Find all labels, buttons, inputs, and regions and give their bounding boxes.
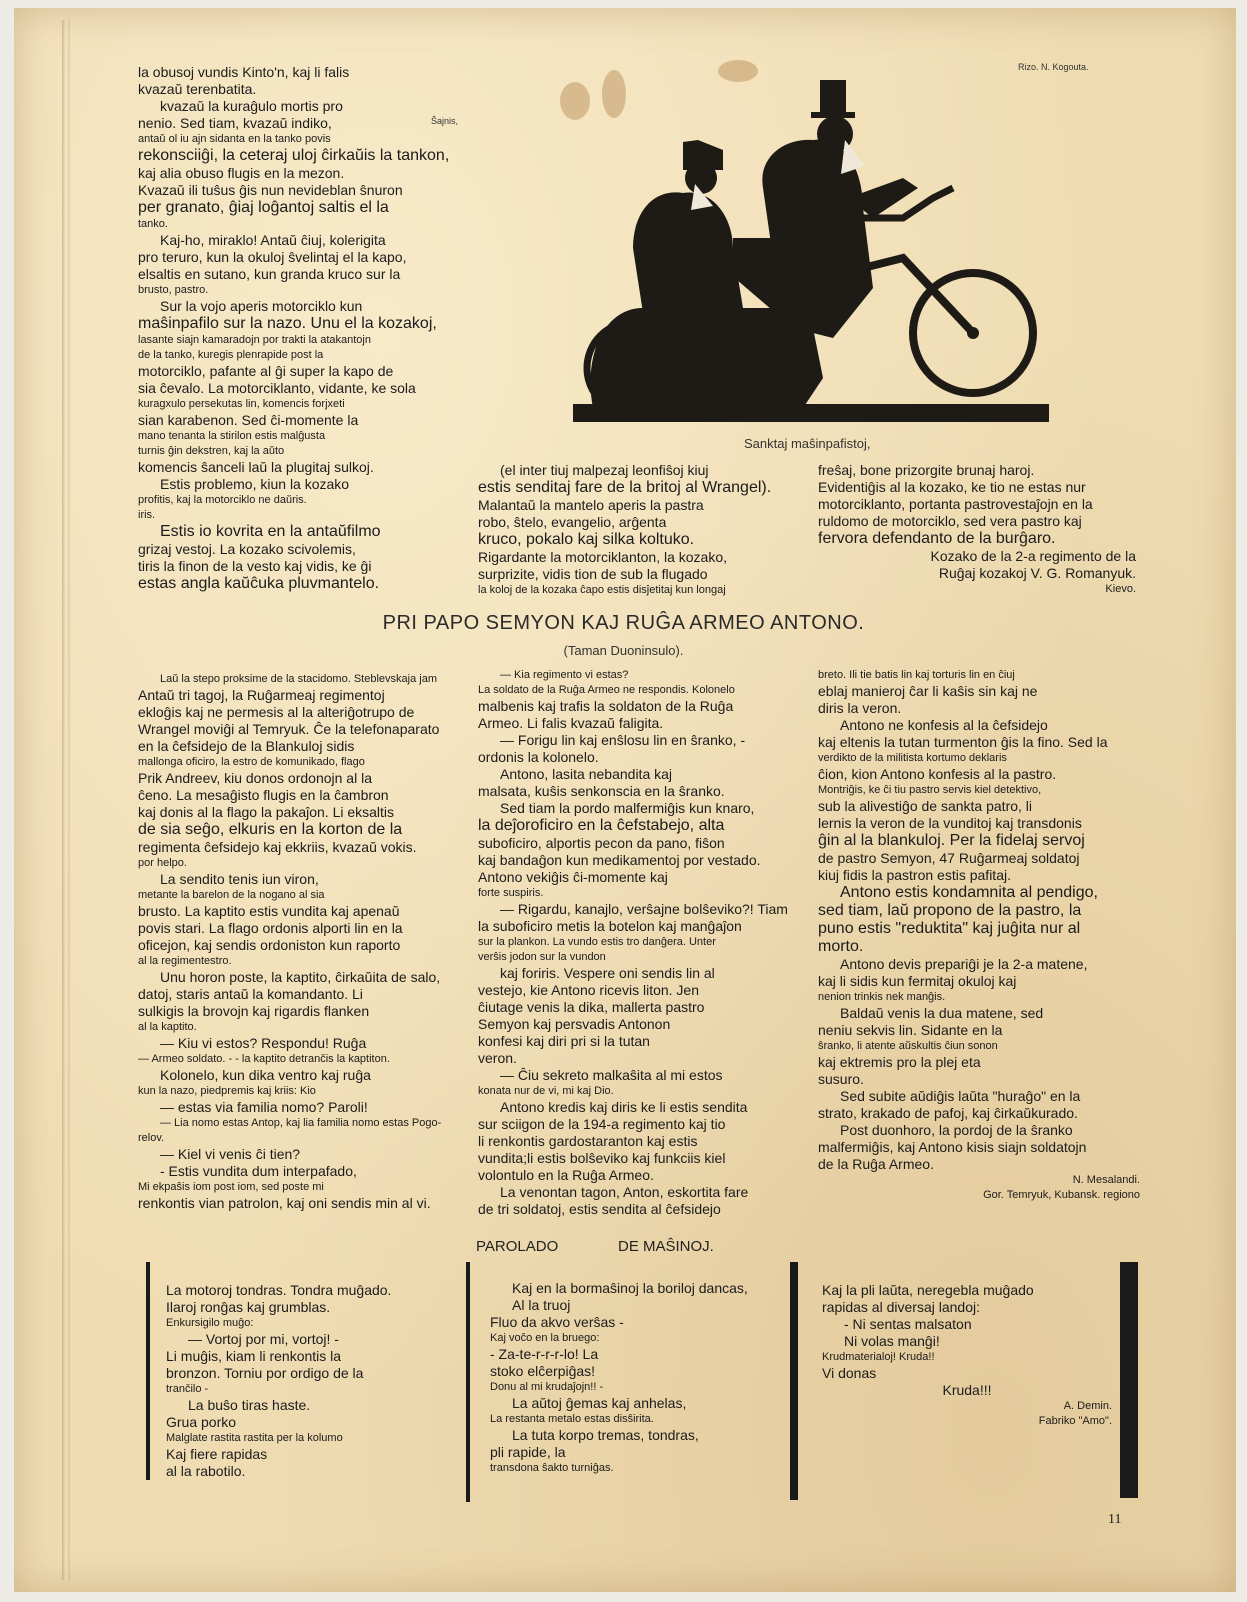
text-line: ĉeno. La mesaĝisto flugis en la ĉambron: [138, 787, 389, 803]
text-line: Kvazaŭ ili tuŝus ĝis nun nevideblan ŝnuron: [138, 182, 403, 198]
text-line: La sendito tenis iun viron,: [160, 871, 319, 887]
text-line: motorciklanto, portanta pastrovestaĵojn en la: [818, 496, 1093, 512]
text-line: ekloĝis kaj ne permesis al la alteriĝotrupo de: [138, 704, 415, 720]
text-line: metante la barelon de la nogano al sia: [138, 889, 325, 901]
text-line: sulkigis la brovojn kaj rigardis flanken: [138, 1003, 370, 1019]
text-line: Mi ekpaŝis iom post iom, sed poste mi: [138, 1181, 324, 1193]
text-line: Antono, lasita nebandita kaj: [500, 766, 673, 782]
illustration-credit: Rizo. N. Kogouta.: [1018, 62, 1089, 72]
text-line: maŝinpafilo sur la nazo. Unu el la kozakoj,: [138, 315, 437, 332]
text-line: ordonis la kolonelo.: [478, 749, 599, 765]
text-line: verŝis jodon sur la vundon: [478, 951, 606, 963]
poem-stanza-3: [822, 1282, 1112, 1429]
text-line: Antono estis kondamnita al pendigo,: [840, 884, 1098, 901]
text-line: profitis, kaj la motorciklo ne daŭris.: [138, 494, 307, 506]
text-line: — Forigu lin kaj enŝlosu lin en ŝranko, -: [500, 732, 746, 748]
text-line: estis senditaj fare de la britoj al Wrangel).: [478, 479, 772, 496]
text-line: eblaj manieroj ĉar li kaŝis sin kaj ne: [818, 683, 1038, 699]
column-2-middle: [478, 668, 804, 1218]
motorcycle-priests-illustration: [573, 78, 1051, 434]
text-line: Kaj-ho, miraklo! Antaŭ ĉiuj, kolerigita: [160, 232, 386, 248]
text-line: Sed tiam la pordo malfermiĝis kun knaro,: [500, 800, 755, 816]
poem-frame-left: [146, 1262, 150, 1480]
text-line: datoj, staris antaŭ la komandanto. Li: [138, 986, 363, 1002]
text-line: Krudmaterialoj! Kruda!!: [822, 1351, 935, 1363]
text-line: La aŭtoj ĝemas kaj anhelas,: [512, 1395, 687, 1411]
text-line: kaj bandaĝon kun medikamentoj por vestado.: [478, 852, 761, 868]
text-line: antaŭ ol iu ajn sidanta en la tanko povis: [138, 133, 331, 145]
text-line: sub la alivestiĝo de sankta patro, li: [818, 798, 1033, 814]
text-line: kiuj fidis la pastron estis pafitaj.: [818, 867, 1011, 883]
text-line: grizaj vestoj. La kozako scivolemis,: [138, 541, 356, 557]
text-line: rapidas al diversaj landoj:: [822, 1299, 980, 1315]
text-line: ŝranko, li atente aŭskultis ĉiun sonon: [818, 1040, 998, 1052]
text-line: Fabriko "Amo".: [1038, 1415, 1112, 1427]
text-line: malbenis kaj trafis la soldaton de la Ruĝa: [478, 698, 734, 714]
text-line: diris la veron.: [818, 700, 902, 716]
text-line: La restanta metalo estas disŝirita.: [490, 1413, 654, 1425]
text-line: al la kaptito.: [138, 1021, 197, 1033]
text-line: Wrangel moviĝi al Temryuk. Ĉe la telefonaparato: [138, 721, 440, 737]
text-line: sian karabenon. Sed ĉi-momente la: [138, 412, 359, 428]
text-line: kvazaŭ la kuraĝulo mortis pro: [160, 98, 343, 114]
column-3-middle: [818, 668, 1140, 1203]
text-line: Estis io kovrita en la antaŭfilmo: [160, 523, 381, 540]
text-line: neniu sekvis lin. Sidante en la: [818, 1022, 1003, 1038]
text-line: de sia seĝo, elkuris en la korton de la: [138, 821, 403, 838]
text-line: Ni volas manĝi!: [844, 1333, 940, 1349]
text-line: rekonsciiĝi, la ceteraj uloj ĉirkaŭis la tankon,: [138, 147, 450, 164]
text-line: kaj eltenis la tutan turmenton ĝis la fino. Sed la: [818, 734, 1108, 750]
article-title: PRI PAPO SEMYON KAJ RUĜA ARMEO ANTONO.: [382, 612, 865, 634]
text-line: Malglate rastita rastita per la kolumo: [166, 1432, 343, 1444]
text-line: elsaltis en sutano, kun granda kruco sur la: [138, 266, 401, 282]
text-line: — Armeo soldato. - - la kaptito detrančis la kaptiton.: [138, 1053, 390, 1065]
text-line: lasante siajn kamaradojn por trakti la atakantojn: [138, 334, 371, 346]
text-line: lernis la veron de la vunditoj kaj transdonis: [818, 815, 1082, 831]
text-line: Antono kredis kaj diris ke li estis sendita: [500, 1099, 748, 1115]
text-line: La venontan tagon, Anton, eskortita fare: [500, 1184, 749, 1200]
text-line: nenio. Sed tiam, kvazaŭ indiko,: [138, 115, 332, 131]
text-line: — Kia regimento vi estas?: [500, 669, 629, 681]
text-line: La soldato de la Ruĝa Armeo ne respondis. Kolonelo: [478, 684, 735, 696]
text-line: Evidentiĝis al la kozako, ke tio ne estas nur: [818, 479, 1086, 495]
text-line: Sed subite aŭdiĝis laŭta "huraĝo" en la: [840, 1088, 1081, 1104]
text-line: La buŝo tiras haste.: [188, 1397, 311, 1413]
text-line: la deĵoroficiro en la ĉefstabejo, alta: [478, 817, 725, 834]
text-line: — Kiel vi venis ĉi tien?: [160, 1146, 301, 1162]
text-line: Malantaŭ la mantelo aperis la pastra: [478, 497, 704, 513]
text-line: kaj li sidis kun fermitaj okuloj kaj: [818, 973, 1017, 989]
text-line: Estis problemo, kiun la kozako: [160, 476, 350, 492]
text-line: surprizite, vidis tion de sub la flugado: [478, 566, 708, 582]
text-line: brusto. La kaptito estis vundita kaj apenaŭ: [138, 903, 400, 919]
text-line: freŝaj, bone prizorgite brunaj haroj.: [818, 462, 1035, 478]
text-line: Antono ne konfesis al la ĉefsidejo: [840, 717, 1048, 733]
text-line: Kaj la pli laŭta, neregebla muĝado: [822, 1282, 1034, 1298]
text-line: kaj foriris. Vespere oni sendis lin al: [500, 965, 715, 981]
text-line: volontulo en la Ruĝa Armeo.: [478, 1167, 654, 1183]
poem-heading-left: PAROLADO: [476, 1238, 559, 1255]
text-line: Prik Andreev, kiu donos ordonojn al la: [138, 770, 372, 786]
text-line: robo, ŝtelo, evangelio, arĝenta: [478, 514, 667, 530]
text-line: Kruda!!!: [942, 1382, 992, 1398]
text-line: la obusoj vundis Kinto'n, kaj li falis: [138, 64, 350, 80]
text-line: Unu horon poste, la kaptito, ĉirkaŭita de salo,: [160, 969, 441, 985]
text-line: al la regimentestro.: [138, 955, 232, 967]
text-line: renkontis vian patrolon, kaj oni sendis min al vi.: [138, 1195, 431, 1211]
text-line: ĉiutage venis la dika, mallerta pastro: [478, 999, 705, 1015]
poem-frame-mid-left: [466, 1262, 470, 1502]
column-1-middle: [138, 672, 464, 1212]
text-line: kuragxulo persekutas lin, komencis forjxeti: [138, 398, 345, 410]
text-line: kaj donis al la flago la pakaĵon. Li eksaltis: [138, 804, 395, 820]
text-line: La motoroj tondras. Tondra muĝado.: [166, 1282, 392, 1298]
text-line: Vi donas: [822, 1365, 877, 1381]
text-line: sur sciigon de la 194-a regimento kaj tio: [478, 1116, 726, 1132]
text-line: (el inter tiuj malpezaj leonfiŝoj kiuj: [500, 462, 709, 478]
text-line: — Vortoj por mi, vortoj! -: [188, 1331, 339, 1347]
column-3-top: [818, 462, 1136, 597]
text-line: Grua porko: [166, 1414, 237, 1430]
text-line: - Za-te-r-r-r-lo! La: [490, 1346, 599, 1362]
text-line: veron.: [478, 1050, 517, 1066]
text-line: transdona ŝakto turniĝas.: [490, 1462, 614, 1474]
text-line: verdikto de la militista kortumo deklaris: [818, 752, 1007, 764]
text-line: Sur la vojo aperis motorciklo kun: [160, 298, 363, 314]
text-line: mallonga oficiro, la estro de komunikado, flago: [138, 756, 365, 768]
text-line: Li muĝis, kiam li renkontis la: [166, 1348, 342, 1364]
text-line: kaj alia obuso flugis en la mezon.: [138, 165, 345, 181]
text-line: Post duonhoro, la pordoj de la ŝranko: [840, 1122, 1073, 1138]
text-line: strato, krakado de pafoj, kaj ĉirkaŭkurado.: [818, 1105, 1078, 1121]
text-line: Antono vekiĝis ĉi-momente kaj: [478, 869, 668, 885]
text-line: Kaj en la bormaŝinoj la boriloj dancas,: [512, 1280, 748, 1296]
text-line: Ilaroj ronĝas kaj grumblas.: [166, 1299, 331, 1315]
text-line: de pastro Semyon, 47 Ruĝarmeaj soldatoj: [818, 850, 1080, 866]
text-line: fervora defendanto de la burĝaro.: [818, 530, 1056, 547]
column-2-top: [478, 462, 796, 598]
poem-stanza-1: [166, 1282, 446, 1480]
text-line: stoko elĉerpiĝas!: [490, 1363, 596, 1379]
text-line: Gor. Temryuk, Kubansk. regiono: [983, 1189, 1140, 1201]
text-line: ĝin al la blankuloj. Per la fidelaj servoj: [818, 832, 1085, 849]
text-line: de tri soldatoj, estis sendita al ĉefsidejo: [478, 1201, 721, 1217]
text-line: kaj ektremis pro la plej eta: [818, 1054, 981, 1070]
poem-heading-right: DE MAŜINOJ.: [618, 1238, 714, 1255]
poem-frame-right: [1120, 1262, 1138, 1498]
text-line: konfesi kaj diri pri si la tutan: [478, 1033, 650, 1049]
poem-stanza-2: [490, 1280, 780, 1476]
text-line: povis stari. La flago ordonis alporti lin en la: [138, 920, 403, 936]
text-line: en la ĉefsidejo de la Blankuloj sidis: [138, 738, 355, 754]
text-line: Rigardante la motorciklanton, la kozako,: [478, 549, 728, 565]
text-line: relov.: [138, 1132, 165, 1144]
text-line: Armeo. Li falis kvazaŭ faligita.: [478, 715, 664, 731]
text-line: regimenta ĉefsidejo kaj ekkriis, kvazaŭ vokis.: [138, 839, 417, 855]
text-line: brusto, pastro.: [138, 284, 209, 296]
text-line: breto. Ili tie batis lin kaj torturis lin en ĉiuj: [818, 669, 1015, 681]
text-line: sia ĉevalo. La motorciklanto, vidante, ke sola: [138, 380, 416, 396]
text-line: estas angla kaŭĉuka pluvmantelo.: [138, 575, 380, 592]
text-line: ruldomo de motorciklo, sed vera pastro kaj: [818, 513, 1082, 529]
text-line: Kozako de la 2-a regimento de la: [930, 548, 1136, 564]
text-line: de la Ruĝa Armeo.: [818, 1156, 934, 1172]
text-line: bronzon. Torniu por ordigo de la: [166, 1365, 364, 1381]
text-line: iris.: [138, 509, 156, 521]
text-line: Donu al mi krudaĵojn!! -: [490, 1381, 604, 1393]
text-line: por helpo.: [138, 857, 187, 869]
text-line: malfermiĝis, kaj Antono kisis siajn soldatojn: [818, 1139, 1087, 1155]
text-line: trančilo -: [166, 1383, 209, 1395]
text-line: la suboficiro metis la botelon kaj manĝaĵon: [478, 918, 742, 934]
page-fold: [62, 20, 70, 1580]
text-line: forte suspiris.: [478, 887, 544, 899]
text-line: susuro.: [818, 1071, 864, 1087]
text-line: turnis ĝin dekstren, kaj la aŭto: [138, 445, 285, 457]
text-line: vestejo, kie Antono ricevis liton. Jen: [478, 982, 700, 998]
text-line: Semyon kaj persvadis Antonon: [478, 1016, 671, 1032]
text-line: Kaj voĉo en la bruego:: [490, 1332, 600, 1344]
text-line: Kolonelo, kun dika ventro kaj ruĝa: [160, 1067, 371, 1083]
text-line: La tuta korpo tremas, tondras,: [512, 1427, 699, 1443]
illustration-caption: Sanktaj maŝinpafistoj,: [744, 436, 871, 451]
text-line: — Rigardu, kanajlo, verŝajne bolŝeviko?! Tiam: [500, 901, 788, 917]
text-line: N. Mesalandi.: [1072, 1174, 1140, 1186]
text-line: puno estis "reduktita" kaj juĝita nur al: [818, 920, 1081, 937]
column-1-top: [138, 64, 460, 593]
article-subtitle: (Taman Duoninsulo).: [563, 643, 684, 658]
text-line: per granato, ĝiaj loĝantoj saltis el la: [138, 199, 389, 216]
text-line: A. Demin.: [1063, 1400, 1112, 1412]
text-line: al la rabotilo.: [166, 1463, 246, 1479]
text-line: kruco, pokalo kaj silka koltuko.: [478, 531, 695, 548]
text-line: Kaj fiere rapidas: [166, 1446, 268, 1462]
text-line: ĉion, kion Antono konfesis al la pastro.: [818, 766, 1057, 782]
text-line: tanko.: [138, 218, 168, 230]
text-line: la koloj de la kozaka ĉapo estis disĵetitaj kun longaj: [478, 584, 726, 596]
text-line: Kievo.: [1105, 583, 1136, 595]
illustration-signature: Ŝajnis,: [431, 116, 459, 126]
text-line: mano tenanta la stirilon estis malĝusta: [138, 430, 326, 442]
text-line: Al la truoj: [512, 1297, 571, 1313]
text-line: sur la plankon. La vundo estis tro danĝera. Unter: [478, 936, 716, 948]
text-line: pli rapide, la: [490, 1444, 566, 1460]
text-line: vundita;li estis bolŝeviko kaj funkciis kiel: [478, 1150, 726, 1166]
text-line: — Ĉiu sekreto malkaŝita al mi estos: [500, 1067, 723, 1083]
text-line: Baldaŭ venis la dua matene, sed: [840, 1005, 1044, 1021]
text-line: tiris la finon de la vesto kaj vidis, ke ĝi: [138, 558, 372, 574]
text-line: sed tiam, laŭ propono de la pastro, la: [818, 902, 1082, 919]
text-line: Laŭ la stepo proksime de la stacidomo. Steblevskaja jam: [160, 673, 437, 685]
text-line: konata nur de vi, mi kaj Dio.: [478, 1085, 614, 1097]
text-line: - Ni sentas malsaton: [844, 1316, 972, 1332]
text-line: nenion trinkis nek manĝis.: [818, 991, 946, 1003]
text-line: Montriĝis, ke ĉi tiu pastro servis kiel detektivo,: [818, 784, 1042, 796]
text-line: — Kiu vi estos? Respondu! Ruĝa: [160, 1035, 367, 1051]
text-line: Enkursigilo muĝo:: [166, 1317, 254, 1329]
page-number: 11: [1108, 1512, 1122, 1527]
text-line: suboficiro, alportis pecon da pano, fiŝon: [478, 835, 725, 851]
text-line: malsata, kuŝis senkonscia en la ŝranko.: [478, 783, 725, 799]
text-line: de la tanko, kuregis plenrapide post la: [138, 349, 324, 361]
text-line: pro teruro, kun la okuloj ŝvelintaj el la kapo,: [138, 249, 407, 265]
text-line: Fluo da akvo verŝas -: [490, 1314, 624, 1330]
text-line: Antono devis prepariĝi je la 2-a matene,: [840, 956, 1088, 972]
text-line: kun la nazo, piedpremis kaj kriis: Kio: [138, 1085, 316, 1097]
text-line: kvazaŭ terenbatita.: [138, 81, 257, 97]
text-line: — Lia nomo estas Antop, kaj lia familia nomo estas Pogo-: [160, 1117, 442, 1129]
text-line: oficejon, kaj sendis ordoniston kun raporto: [138, 937, 401, 953]
text-line: morto.: [818, 938, 864, 955]
text-line: — estas via familia nomo? Paroli!: [160, 1099, 368, 1115]
text-line: Ruĝaj kozakoj V. G. Romanyuk.: [938, 565, 1136, 581]
poem-frame-mid-right: [790, 1262, 798, 1500]
text-line: Antaŭ tri tagoj, la Ruĝarmeaj regimentoj: [138, 687, 385, 703]
text-line: li renkontis gardostaranton kaj estis: [478, 1133, 698, 1149]
text-line: - Estis vundita dum interpafado,: [160, 1163, 357, 1179]
text-line: motorciklo, pafante al ĝi super la kapo de: [138, 363, 394, 379]
text-line: komencis ŝanceli laŭ la plugitaj sulkoj.: [138, 459, 374, 475]
